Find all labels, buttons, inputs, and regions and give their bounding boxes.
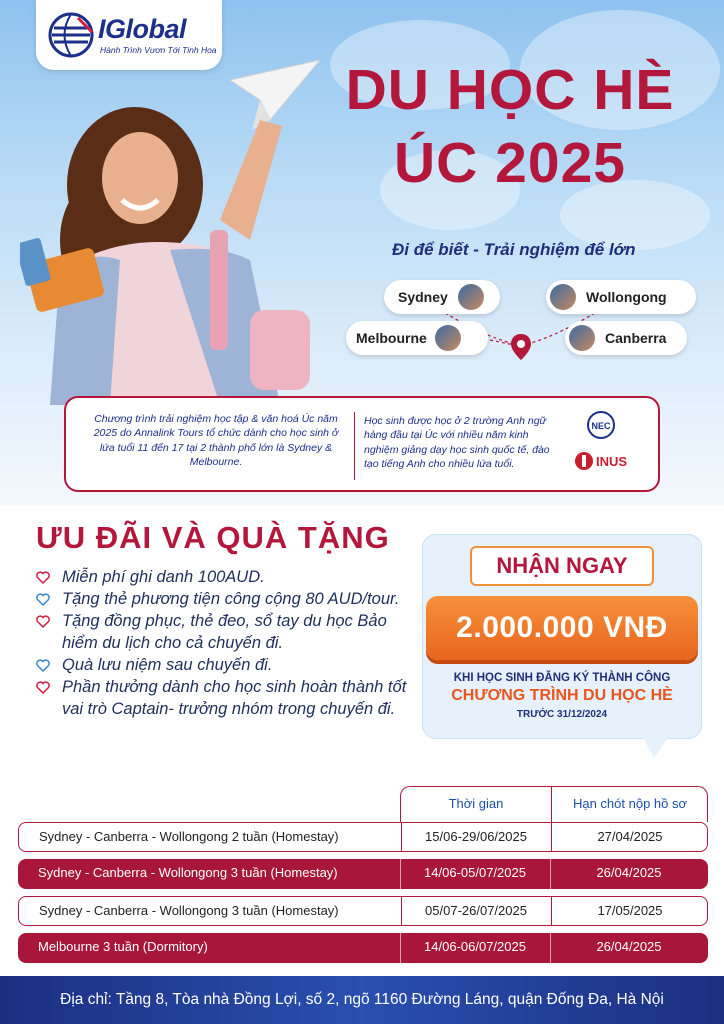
inus-logo-icon xyxy=(574,451,594,471)
city-tag-canberra xyxy=(565,321,687,355)
city-photo xyxy=(435,325,461,351)
table-row xyxy=(18,859,708,889)
city-photo xyxy=(550,284,576,310)
city-photo xyxy=(458,284,484,310)
list-item: Tặng đồng phục, thẻ đeo, sổ tay du học Bảo hiểm du lịch cho cả chuyến đi. xyxy=(36,610,416,654)
globe-logo-icon xyxy=(48,12,94,58)
city-label: Melbourne xyxy=(356,330,427,346)
row-deadline: 26/04/2025 xyxy=(596,939,662,954)
perks-title: ƯU ĐÃI VÀ QUÀ TẶNG xyxy=(36,520,390,555)
student-illustration xyxy=(20,60,330,405)
school-description: Học sinh được học ở 2 trường Anh ngữ hàng đầu tại Úc với nhiều năm kinh nghiệm giảng dạy học sinh quốc tế, đào tạo tiếng Anh cho nhiều lứa tuổi. xyxy=(364,415,550,471)
city-tag-sydney xyxy=(384,280,500,314)
city-label: Wollongong xyxy=(586,289,667,305)
list-item: Tặng thẻ phương tiện công cộng 80 AUD/tour. xyxy=(36,588,416,610)
promo-condition: KHI HỌC SINH ĐĂNG KÝ THÀNH CÔNG xyxy=(453,672,671,684)
list-item: Quà lưu niệm sau chuyến đi. xyxy=(36,654,416,676)
perks-list xyxy=(36,566,416,720)
location-pin-icon xyxy=(511,334,531,360)
table-row xyxy=(18,822,708,852)
promo-amount: 2.000.000 VNĐ xyxy=(426,596,698,660)
table-row xyxy=(18,896,708,926)
heart-icon xyxy=(36,659,50,672)
promo-ribbon: NHẬN NGAY xyxy=(470,546,654,586)
program-description: Chương trình trải nghiệm học tập & văn hoá Úc năm 2025 do Annalink Tours tổ chức dành cho học sinh ở lứa tuổi 11 đến 17 tại 2 thành phố lớn là Sydney & Melbourne. xyxy=(93,413,339,469)
list-item: Phần thưởng dành cho học sinh hoàn thành tốt vai trò Captain- trưởng nhóm trong chuyến đi. xyxy=(36,676,416,720)
row-program: Sydney - Canberra - Wollongong 2 tuần (Homestay) xyxy=(39,829,339,844)
row-time: 05/07-26/07/2025 xyxy=(425,903,527,918)
brand-logo[interactable] xyxy=(36,0,222,70)
row-deadline: 27/04/2025 xyxy=(597,829,663,844)
row-program: Melbourne 3 tuần (Dormitory) xyxy=(38,939,208,954)
page-title-line2: ÚC 2025 xyxy=(394,131,626,195)
row-program: Sydney - Canberra - Wollongong 3 tuần (Homestay) xyxy=(38,865,338,880)
promo-program: CHƯƠNG TRÌNH DU HỌC HÈ xyxy=(451,687,673,704)
table-header xyxy=(400,786,708,822)
city-tag-wollongong xyxy=(546,280,696,314)
program-info-box xyxy=(64,396,660,492)
brand-tagline: Hành Trình Vươn Tới Tinh Hoa xyxy=(100,45,217,55)
page-title-line1: DU HỌC HÈ xyxy=(345,58,675,122)
info-divider xyxy=(354,412,355,480)
row-program: Sydney - Canberra - Wollongong 3 tuần (Homestay) xyxy=(39,903,339,918)
promo-card xyxy=(414,522,710,762)
city-photo xyxy=(569,325,595,351)
table-row xyxy=(18,933,708,963)
heart-icon xyxy=(36,681,50,694)
list-item: Miễn phí ghi danh 100AUD. xyxy=(36,566,416,588)
column-header-time: Thời gian xyxy=(448,796,504,811)
inus-logo-text: INUS xyxy=(596,453,628,469)
inus-logo xyxy=(574,448,644,474)
brand-name: IGlobal xyxy=(98,14,187,44)
city-label: Canberra xyxy=(605,330,667,346)
row-time: 14/06-05/07/2025 xyxy=(424,865,526,880)
heart-icon xyxy=(36,571,50,584)
speech-bubble-tail xyxy=(640,732,672,758)
nec-logo-text: NEC xyxy=(591,421,611,431)
row-deadline: 17/05/2025 xyxy=(597,903,663,918)
city-label: Sydney xyxy=(398,289,448,305)
row-deadline: 26/04/2025 xyxy=(596,865,662,880)
row-time: 14/06-06/07/2025 xyxy=(424,939,526,954)
footer-address: Địa chỉ: Tầng 8, Tòa nhà Đồng Lợi, số 2, ngõ 1160 Đường Láng, quận Đống Đa, Hà Nội xyxy=(0,976,724,1024)
nec-logo-icon xyxy=(586,410,616,440)
promo-deadline: TRƯỚC 31/12/2024 xyxy=(516,709,608,720)
slogan: Đi để biết - Trải nghiệm để lớn xyxy=(392,240,636,259)
row-time: 15/06-29/06/2025 xyxy=(425,829,527,844)
city-tag-melbourne xyxy=(346,321,488,355)
heart-icon xyxy=(36,615,50,628)
column-header-deadline: Hạn chót nộp hồ sơ xyxy=(572,796,688,811)
heart-icon xyxy=(36,593,50,606)
